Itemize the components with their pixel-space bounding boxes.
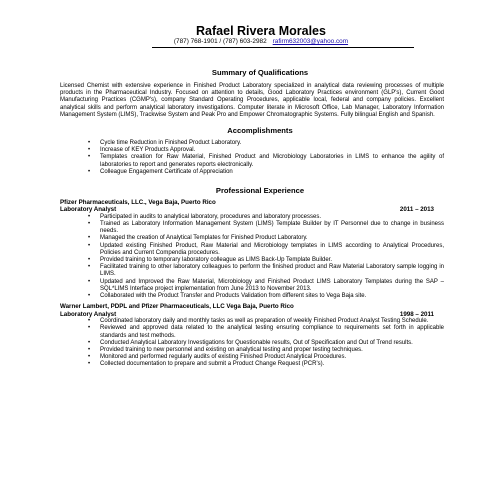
list-item: • Colleague Engagement Certificate of Appreciation xyxy=(88,168,233,175)
job-title: Laboratory Analyst xyxy=(60,310,117,318)
candidate-name: Rafael Rivera Morales xyxy=(196,24,326,38)
bullet-icon: • xyxy=(88,264,91,271)
email-link[interactable]: rafirm632003@yahoo.com xyxy=(272,38,349,45)
list-item: • Updated existing Finished Product, Raw Material and Microbiology templates in LIMS according to Analytical Procedures, Policies and Current Compendia procedures. xyxy=(88,242,444,256)
header-divider xyxy=(152,47,414,48)
list-item: • Provided training to new personnel and existing on analytical testing and proper testing techniques. xyxy=(88,346,363,353)
bullet-icon: • xyxy=(88,257,91,264)
phone-numbers: (787) 768-1901 / (787) 603-2982 xyxy=(173,38,267,45)
bullet-icon: • xyxy=(88,168,91,175)
bullet-icon: • xyxy=(88,325,91,332)
list-item: • Collaborated with the Product Transfer and Products Validation from different sites to Vega Baja site. xyxy=(88,293,367,300)
bullet-icon: • xyxy=(88,293,91,300)
bullet-icon: • xyxy=(88,354,91,361)
bullet-icon: • xyxy=(88,242,91,249)
bullet-icon: • xyxy=(88,278,91,285)
job-dates: 2011 – 2013 xyxy=(399,206,434,214)
job-company: Pfizer Pharmaceuticals, LLC., Vega Baja, Puerto Rico xyxy=(60,199,216,207)
bullet-icon: • xyxy=(88,339,91,346)
bullet-icon: • xyxy=(88,361,91,368)
experience-heading: Professional Experience xyxy=(215,186,305,196)
job-entry-pfizer xyxy=(60,199,444,300)
summary-heading: Summary of Qualifications xyxy=(211,68,309,77)
job-duties-list xyxy=(60,318,444,368)
bullet-icon: • xyxy=(88,147,91,154)
list-item: • Participated in audits to analytical laboratory, procedures and laboratory processes. xyxy=(88,213,322,220)
bullet-icon: • xyxy=(88,221,91,228)
list-item: • Cycle time Reduction in Finished Product Laboratory. xyxy=(88,140,242,147)
job-entry-warner-lambert xyxy=(60,303,444,368)
job-title: Laboratory Analyst xyxy=(60,206,117,214)
list-item: • Trained as Laboratory Information Management System (LIMS) Template Builder by IT Personnel due to change in business needs. xyxy=(88,221,444,235)
list-item: • Increase of KEY Products Approval. xyxy=(88,147,196,154)
list-item: • Collected documentation to prepare and submit a Product Change Request (PCR's). xyxy=(88,361,325,368)
list-item: • Reviewed and approved data related to the analytical testing ensuring compliance to requirements set forth in applicable standards and test methods. xyxy=(88,325,444,339)
list-item: • Conducted Analytical Laboratory Investigations for Questionable results, Out of Specification and Out of Trend results. xyxy=(88,339,413,346)
list-item: • Monitored and performed regularly audits of existing Finished Product Analytical Procedures. xyxy=(88,354,347,361)
job-title-row xyxy=(60,311,444,318)
job-title-row xyxy=(60,206,444,213)
accomplishments-list xyxy=(60,140,444,176)
bullet-icon: • xyxy=(88,154,91,161)
bullet-icon: • xyxy=(88,318,91,325)
list-item: • Managed the creation of Analytical Templates for Finished Product Laboratory. xyxy=(88,235,308,242)
job-duties-list xyxy=(60,214,444,300)
job-company: Warner Lambert, PDPL and Pfizer Pharmaceuticals, LLC Vega Baja, Puerto Rico xyxy=(60,303,294,311)
list-item: • Facilitated training to other laboratory colleagues to perform the finished product and Raw Material Laboratory sample logging in LIMS. xyxy=(88,264,444,278)
bullet-icon: • xyxy=(88,140,91,147)
bullet-icon: • xyxy=(88,213,91,220)
job-dates: 1998 – 2011 xyxy=(399,310,434,318)
summary-paragraph: Licensed Chemist with extensive experience in Finished Product Laboratory specialized in analytical data reviewing processes of multiple products in the Pharmaceutical Industry. Focused on attention to details, Good Laboratory Practices environment (GLP's), Current Good Manufacturing Practices (CGMP's), company Standard Operating Procedures, applicable local, federal and company policies. Excellent analytical skills and perform analytical laboratory investigations. Computer literate in Microsoft Office, Lab Manager, Laboratory Information Management System (LIMS), Trackwise System and Peak Pro and Empower Chromatographic Systems. Fully bilingual English and Spanish. xyxy=(60,83,444,118)
list-item: • Updated and Improved the Raw Material, Microbiology and Finished Product LIMS Laboratory Templates during the SAP – SQL*LIMS Interface project implementation from June 2013 to November 2013. xyxy=(88,278,444,292)
accomplishments-heading: Accomplishments xyxy=(227,126,293,136)
bullet-icon: • xyxy=(88,346,91,353)
list-item: • Templates creation for Raw Material, Finished Product and Microbiology Laboratories in LIMS to enhance the agility of laboratories to report and generates reports electronically. xyxy=(88,154,444,168)
list-item: • Provided training to temporary laboratory colleague as LIMS Back-Up Template Builder. xyxy=(88,257,333,264)
resume-page xyxy=(60,24,444,369)
bullet-icon: • xyxy=(88,235,91,242)
contact-line xyxy=(78,38,444,46)
list-item: • Coordinated laboratory daily and monthly tasks as well as preparation of weekly Finished Product Analyst Testing Schedule. xyxy=(88,318,429,325)
